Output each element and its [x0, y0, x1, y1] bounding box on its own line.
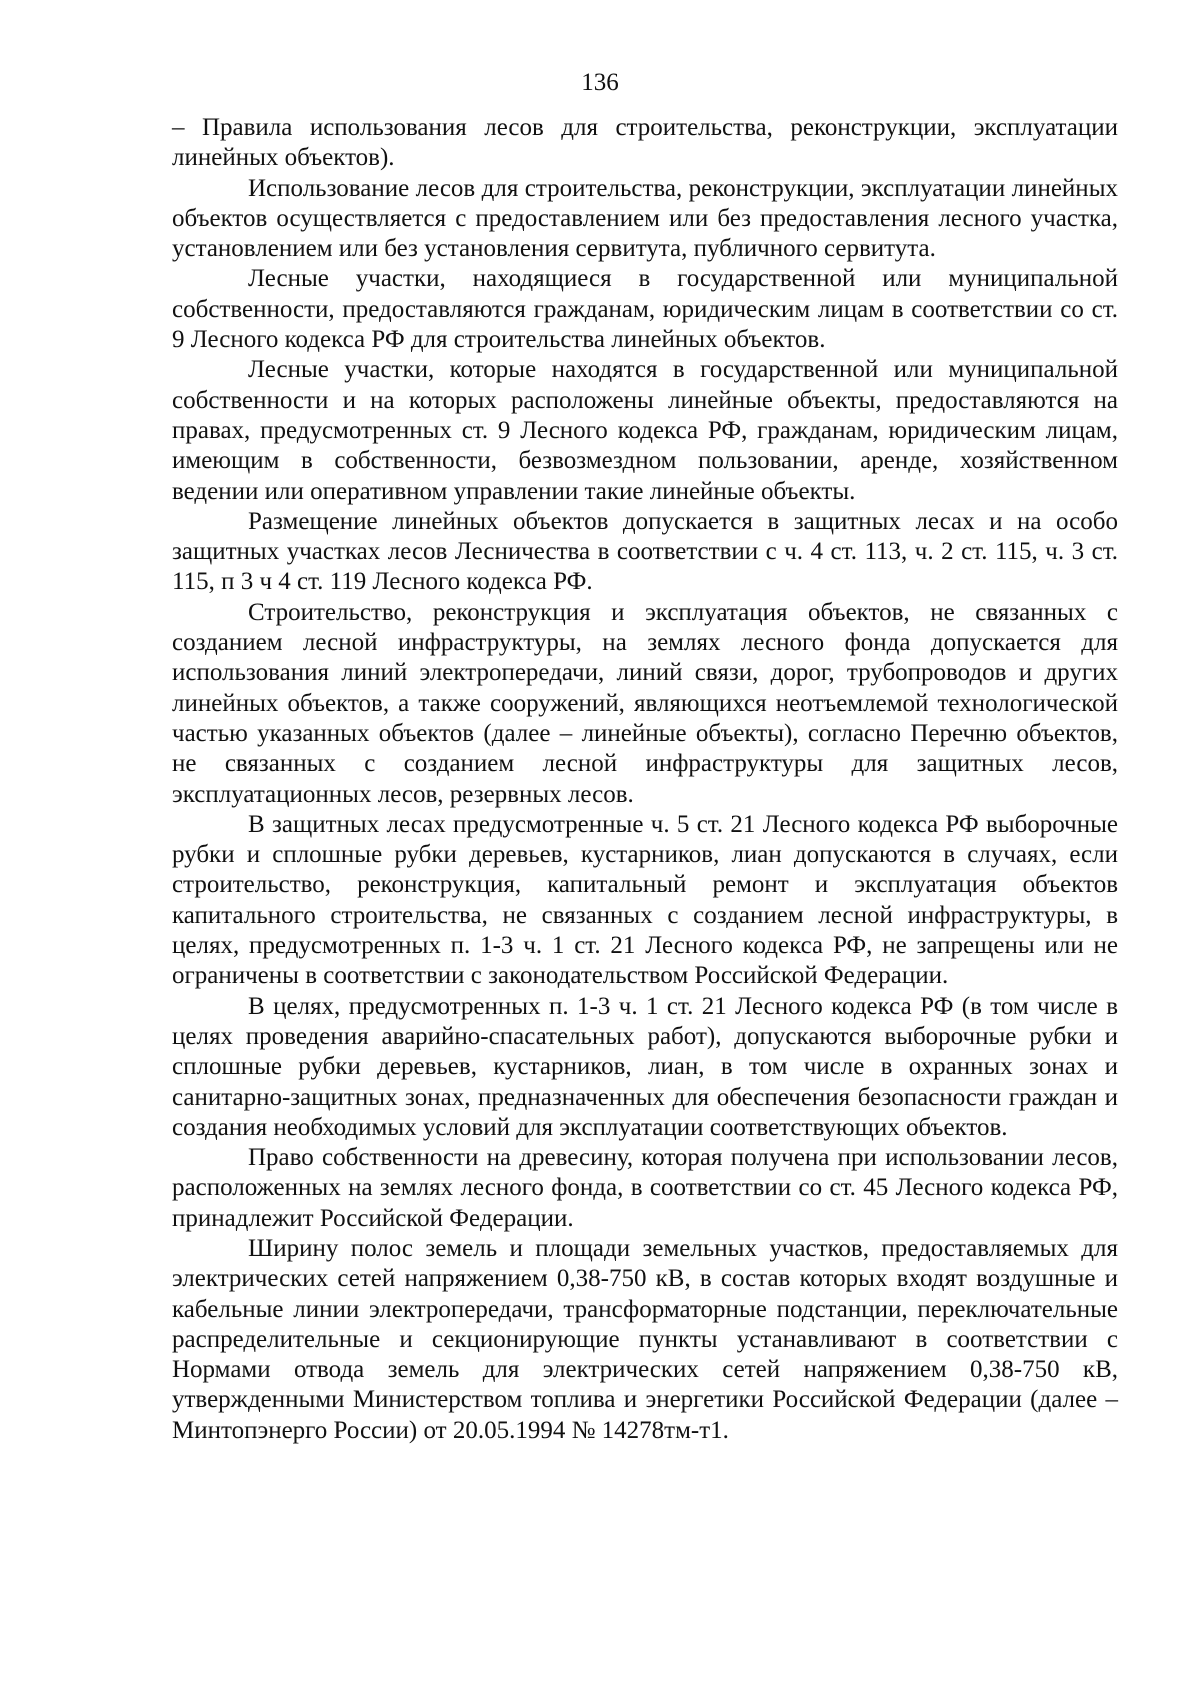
paragraph: Право собственности на древесину, которая получена при использовании лесов, расположенных на землях лесного фонда, в соответствии со ст. 45 Лесного кодекса РФ, принадлежит Российской Федерации. — [172, 1144, 1118, 1232]
paragraph: В защитных лесах предусмотренные ч. 5 ст. 21 Лесного кодекса РФ выборочные рубки и сплошные рубки деревьев, кустарников, лиан допускаются в случаях, если строительство, реконструкция, капитальный ремонт и эксплуатация объектов капитального строительства, не связанных с созданием лесной инфраструктуры, в целях, предусмотренных п. 1-3 ч. 1 ст. 21 Лесного кодекса РФ, не запрещены или не ограничены в соответствии с законодательством Российской Федерации. — [172, 810, 1118, 990]
paragraph: Строительство, реконструкция и эксплуатация объектов, не связанных с созданием лесной инфраструктуры, на землях лесного фонда допускается для использования линий электропередачи, линий связи, дорог, трубопроводов и других линейных объектов, а также сооружений, являющихся неотъемлемой технологической частью указанных объектов (далее – линейные объекты), согласно Перечню объектов, не связанных с созданием лесной инфраструктуры для защитных лесов, эксплуатационных лесов, резервных лесов. — [172, 598, 1118, 808]
paragraph: Лесные участки, находящиеся в государственной или муниципальной собственности, предоставляются гражданам, юридическим лицам в соответствии со ст. 9 Лесного кодекса РФ для строительства линейных объектов. — [172, 265, 1118, 354]
paragraph: Ширину полос земель и площади земельных участков, предоставляемых для электрических сетей напряжением 0,38-750 кВ, в состав которых входят воздушные и кабельные линии электропередачи, трансформаторные подстанции, переключательные распределительные и секционирующие пункты устанавливают в соответствии с Нормами отвода земель для электрических сетей напряжением 0,38-750 кВ, утвержденными Министерством топлива и энергетики Российской Федерации (далее – Минтопэнерго России) от 20.05.1994 № 14278тм-т1. — [172, 1234, 1118, 1444]
paragraph: Лесные участки, которые находятся в государственной или муниципальной собственности и на которых расположены линейные объекты, предоставляются на правах, предусмотренных ст. 9 Лесного кодекса РФ, гражданам, юридическим лицам, имеющим в собственности, безвозмездном пользовании, аренде, хозяйственном ведении или оперативном управлении такие линейные объекты. — [172, 356, 1118, 505]
paragraph: Размещение линейных объектов допускается в защитных лесах и на особо защитных участках лесов Лесничества в соответствии с ч. 4 ст. 113, ч. 2 ст. 115, ч. 3 ст. 115, п 3 ч 4 ст. 119 Лесного кодекса РФ. — [172, 507, 1118, 596]
paragraph-continuation: – Правила использования лесов для строительства, реконструкции, эксплуатации линейных объектов). — [172, 114, 1118, 172]
document-body — [172, 113, 1118, 1446]
paragraph: Использование лесов для строительства, реконструкции, эксплуатации линейных объектов осуществляется с предоставлением или без предоставления лесного участка, установлением или без установления сервитута, публичного сервитута. — [172, 174, 1118, 263]
page-number: 136 — [581, 69, 619, 96]
paragraph: В целях, предусмотренных п. 1-3 ч. 1 ст. 21 Лесного кодекса РФ (в том числе в целях проведения аварийно-спасательных работ), допускаются выборочные рубки и сплошные рубки деревьев, кустарников, лиан, в том числе в охранных зонах и санитарно-защитных зонах, предназначенных для обеспечения безопасности граждан и создания необходимых условий для эксплуатации соответствующих объектов. — [172, 992, 1118, 1141]
